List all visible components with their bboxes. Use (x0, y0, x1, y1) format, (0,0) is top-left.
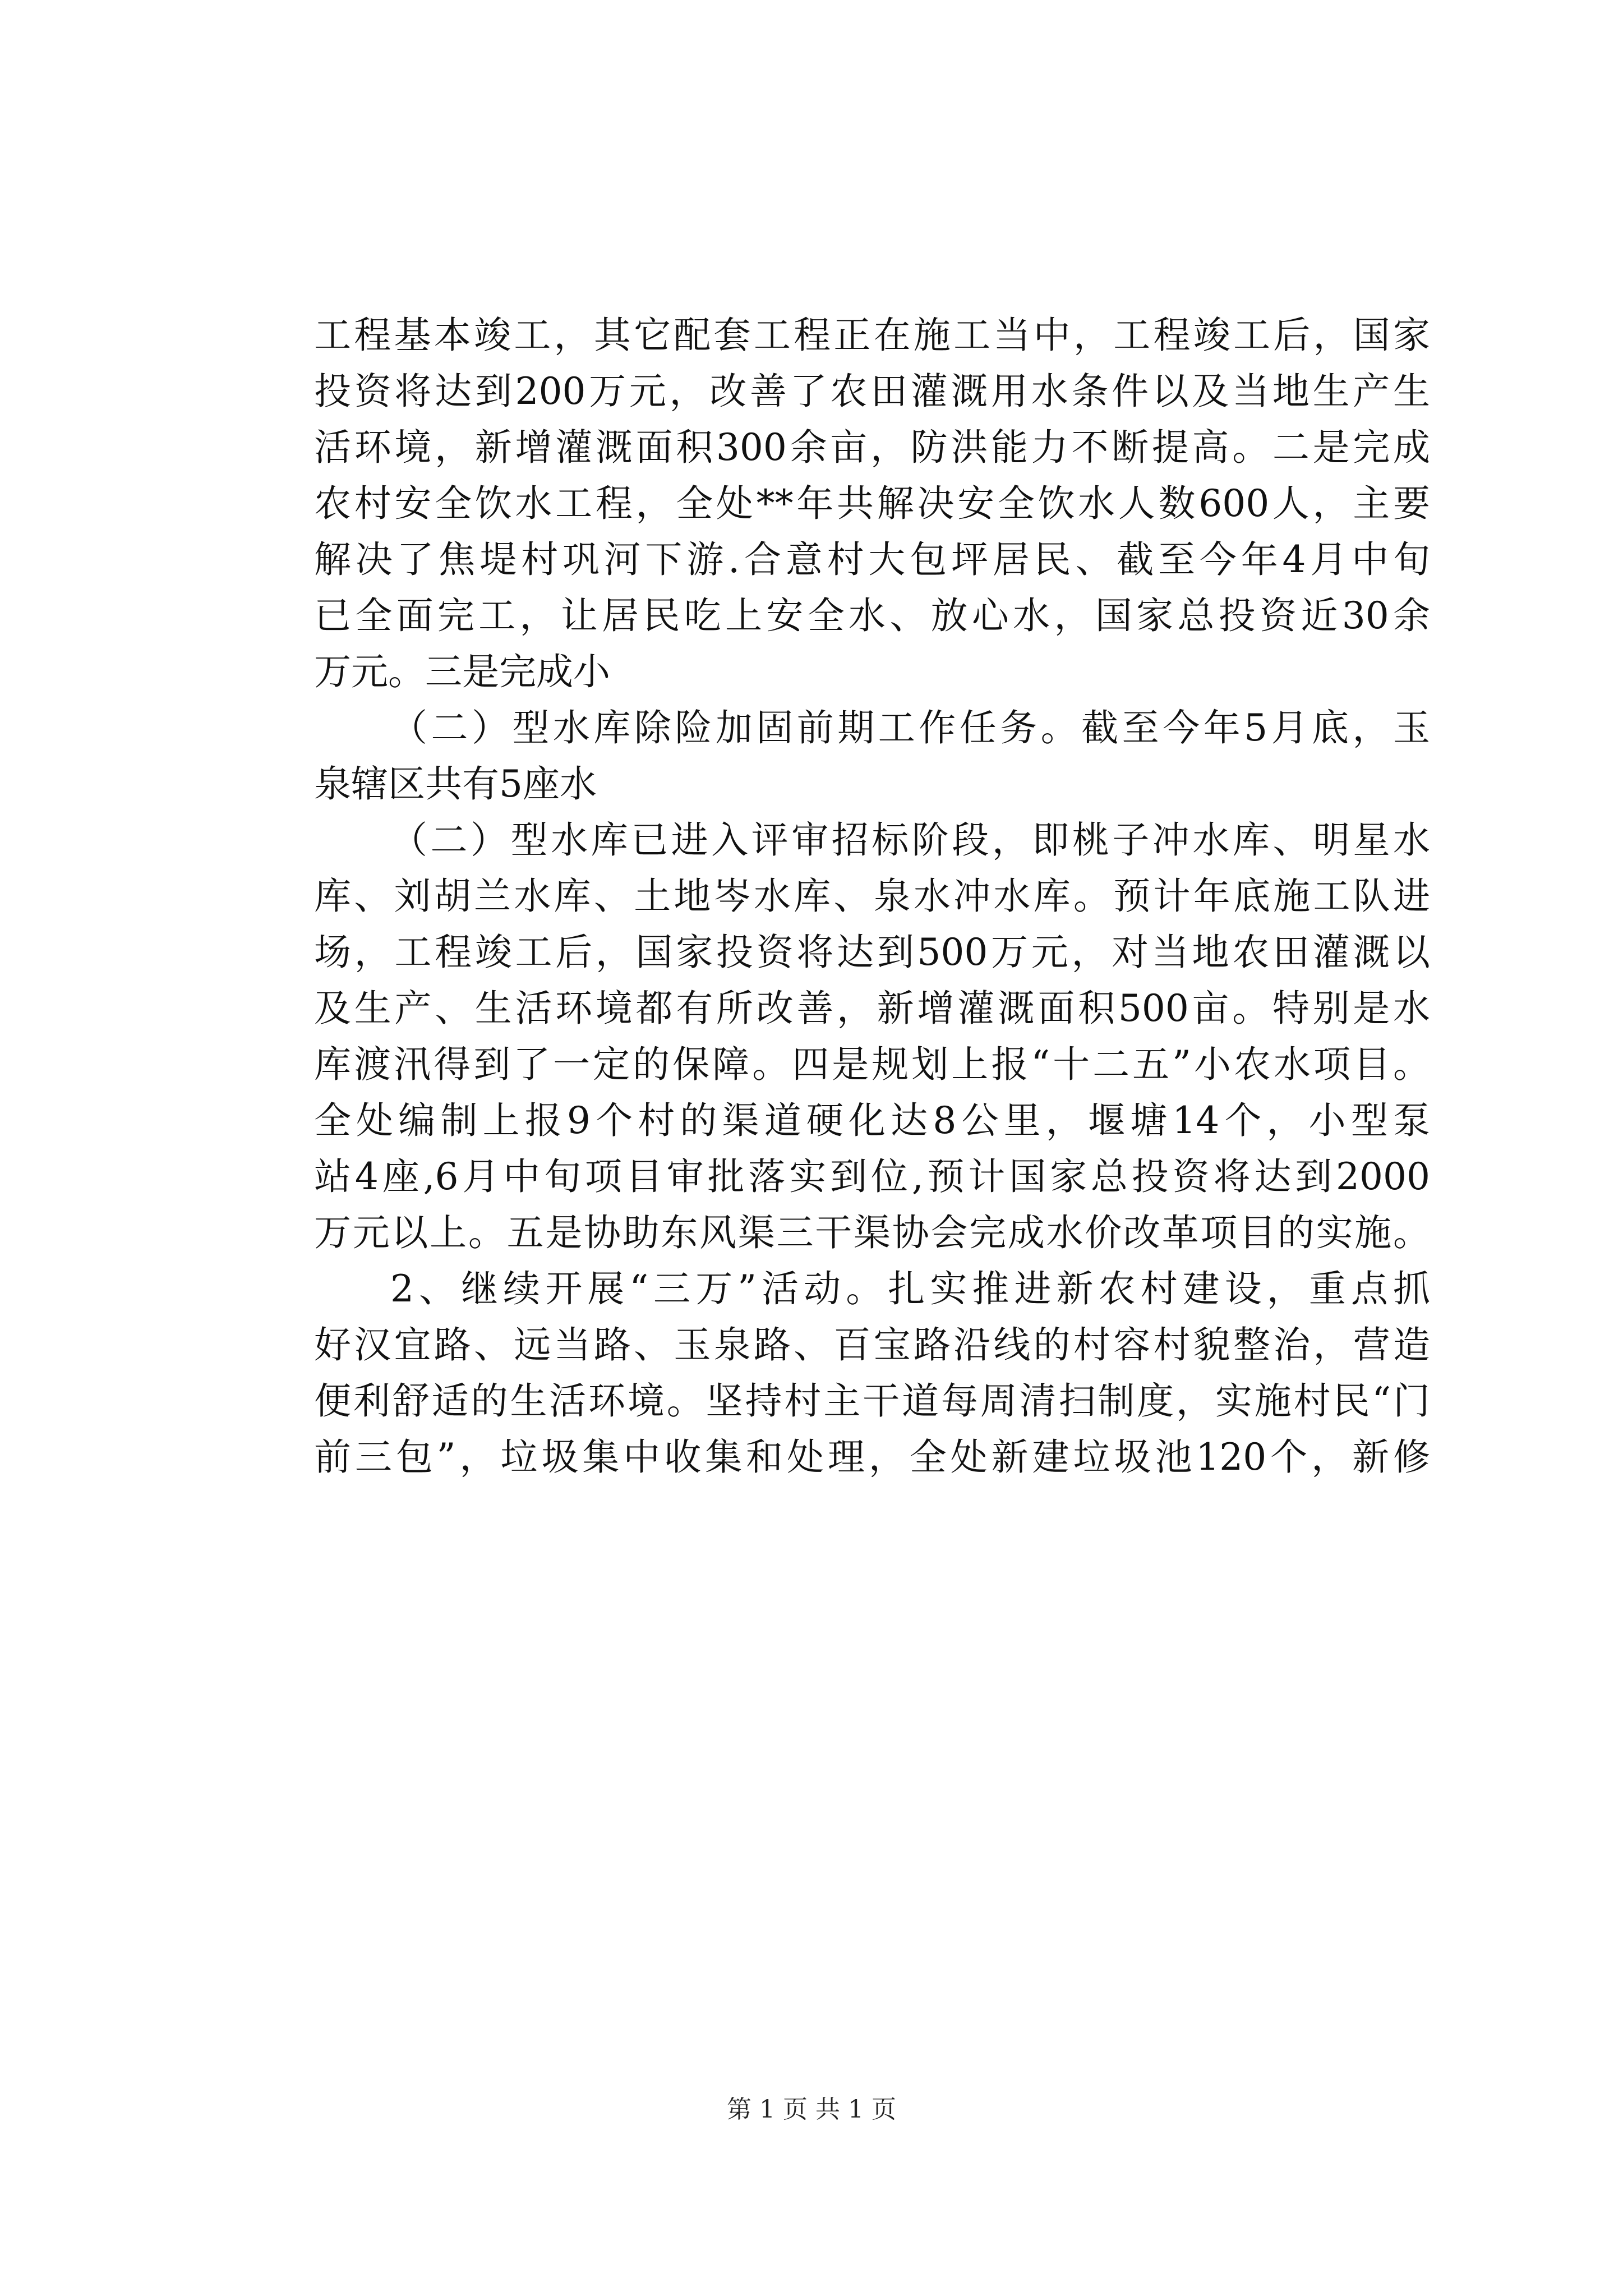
text-line: 全处编制上报9个村的渠道硬化达8公里，堰塘14个，小型泵 (314, 1099, 1430, 1142)
text-line: （二）型水库已进入评审招标阶段，即桃子冲水库、明星水 (390, 818, 1430, 862)
text-line: 万元以上。五是协助东风渠三干渠协会完成水价改革项目的实施。 (314, 1211, 1430, 1254)
text-line: （二）型水库除险加固前期工作任务。截至今年5月底，玉 (390, 706, 1430, 749)
text-line: 万元。三是完成小 (314, 650, 610, 693)
text-line: 好汉宜路、远当路、玉泉路、百宝路沿线的村容村貌整治，营造 (314, 1323, 1430, 1366)
text-line: 前三包”，垃圾集中收集和处理，全处新建垃圾池120个，新修 (314, 1435, 1430, 1479)
text-line: 便利舒适的生活环境。坚持村主干道每周清扫制度，实施村民“门 (314, 1379, 1430, 1423)
text-line: 库、刘胡兰水库、土地岑水库、泉水冲水库。预计年底施工队进 (314, 875, 1430, 918)
text-line: 及生产、生活环境都有所改善，新增灌溉面积500亩。特别是水 (314, 987, 1430, 1030)
text-line: 库渡汛得到了一定的保障。四是规划上报“十二五”小农水项目。 (314, 1043, 1430, 1086)
text-line: 农村安全饮水工程，全处**年共解决安全饮水人数600人，主要 (314, 482, 1430, 525)
text-line: 已全面完工，让居民吃上安全水、放心水，国家总投资近30余 (314, 594, 1430, 637)
text-line: 泉辖区共有5座水 (314, 762, 597, 806)
page-number-label: 第 1 页 共 1 页 (727, 2095, 896, 2124)
text-line: 活环境，新增灌溉面积300余亩，防洪能力不断提高。二是完成 (314, 426, 1430, 469)
text-line: 投资将达到200万元，改善了农田灌溉用水条件以及当地生产生 (314, 370, 1430, 413)
text-line: 工程基本竣工，其它配套工程正在施工当中，工程竣工后，国家 (314, 314, 1430, 357)
body-text (314, 307, 1430, 1485)
text-line: 解决了焦堤村巩河下游.合意村大包坪居民、截至今年4月中旬 (314, 538, 1430, 581)
text-line: 2、继续开展“三万”活动。扎实推进新农村建设，重点抓 (390, 1267, 1430, 1310)
page-footer (0, 2089, 1623, 2125)
text-line: 场，工程竣工后，国家投资将达到500万元，对当地农田灌溉以 (314, 931, 1430, 974)
text-line: 站4座,6月中旬项目审批落实到位,预计国家总投资将达到2000 (314, 1155, 1430, 1198)
